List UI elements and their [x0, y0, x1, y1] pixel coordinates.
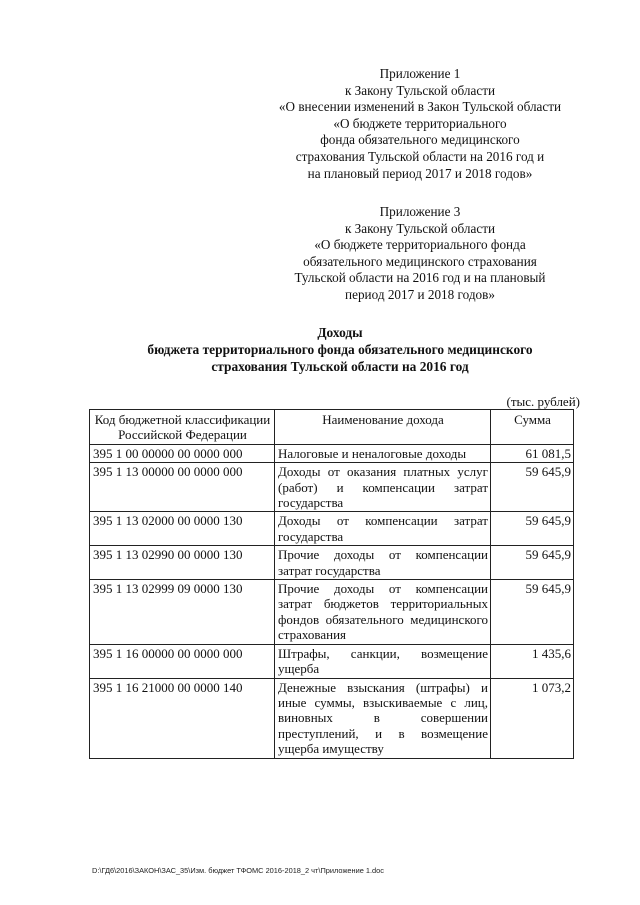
- appendix-1-line: на плановый период 2017 и 2018 годов»: [307, 165, 533, 181]
- appendix-1-line: Приложение 1: [379, 66, 461, 81]
- appendix-3-caption: [240, 204, 600, 304]
- cell-name: Доходы от оказания платных услуг (работ) и компенсации затрат государства: [275, 463, 491, 512]
- cell-code: 395 1 13 02990 00 0000 130: [90, 546, 275, 580]
- table-row: [90, 644, 574, 678]
- cell-sum: 59 645,9: [491, 546, 574, 580]
- cell-name: Прочие доходы от компенсации затрат бюджетов территориальных фондов обязательного медицинского страхования: [275, 580, 491, 645]
- table-row: [90, 463, 574, 512]
- title-line: Доходы: [317, 325, 363, 340]
- cell-name: Доходы от компенсации затрат государства: [275, 512, 491, 546]
- cell-code: 395 1 16 00000 00 0000 000: [90, 644, 275, 678]
- cell-code: 395 1 13 02000 00 0000 130: [90, 512, 275, 546]
- appendix-1-line: страхования Тульской области на 2016 год и: [295, 148, 545, 164]
- cell-name: Штрафы, санкции, возмещение ущерба: [275, 644, 491, 678]
- appendix-1-line: «О бюджете территориального: [333, 115, 507, 131]
- appendix-3-line: Приложение 3: [379, 204, 461, 219]
- appendix-1-line: «О внесении изменений в Закон Тульской области: [278, 99, 562, 115]
- cell-name: Прочие доходы от компенсации затрат государства: [275, 546, 491, 580]
- title-line: бюджета территориального фонда обязательного медицинского: [147, 341, 533, 357]
- appendix-1-line: к Закону Тульской области: [344, 82, 496, 98]
- cell-code: 395 1 13 00000 00 0000 000: [90, 463, 275, 512]
- cell-code: 395 1 16 21000 00 0000 140: [90, 678, 275, 758]
- cell-sum: 61 081,5: [491, 444, 574, 462]
- table-row: [90, 678, 574, 758]
- cell-code: 395 1 13 02999 09 0000 130: [90, 580, 275, 645]
- file-path-footer: D:\ГД6\2016\ЗАКОН\ЗАС_35\Изм. бюджет ТФОМС 2016-2018_2 чт\Приложение 1.doc: [92, 866, 384, 875]
- appendix-1-line: фонда обязательного медицинского: [320, 132, 520, 148]
- document-title: [90, 325, 590, 375]
- income-table: [89, 409, 574, 759]
- appendix-1-caption: [240, 66, 600, 182]
- cell-name: Денежные взыскания (штрафы) и иные суммы, взыскиваемые с лиц, виновных в совершении преступлений, и в возмещение ущерба имуществу: [275, 678, 491, 758]
- title-line: страхования Тульской области на 2016 год: [211, 358, 469, 374]
- table-row: [90, 546, 574, 580]
- cell-sum: 1 073,2: [491, 678, 574, 758]
- units-label: (тыс. рублей): [506, 394, 580, 409]
- appendix-3-line: период 2017 и 2018 годов»: [345, 286, 495, 302]
- appendix-3-line: к Закону Тульской области: [344, 220, 496, 236]
- cell-code: 395 1 00 00000 00 0000 000: [90, 444, 275, 462]
- cell-sum: 1 435,6: [491, 644, 574, 678]
- table-row: [90, 512, 574, 546]
- cell-name: Налоговые и неналоговые доходы: [275, 444, 491, 462]
- appendix-3-line: «О бюджете территориального фонда: [314, 237, 526, 253]
- table-header-row: [90, 410, 574, 445]
- cell-sum: 59 645,9: [491, 580, 574, 645]
- appendix-3-line: обязательного медицинского страхования: [303, 253, 537, 269]
- appendix-3-line: Тульской области на 2016 год и на плановый: [294, 270, 546, 286]
- table-row: [90, 444, 574, 462]
- header-name: Наименование дохода: [275, 410, 491, 445]
- header-sum: Сумма: [491, 410, 574, 445]
- cell-sum: 59 645,9: [491, 512, 574, 546]
- header-code: Код бюджетной классификации Российской Федерации: [90, 410, 275, 445]
- table-row: [90, 580, 574, 645]
- cell-sum: 59 645,9: [491, 463, 574, 512]
